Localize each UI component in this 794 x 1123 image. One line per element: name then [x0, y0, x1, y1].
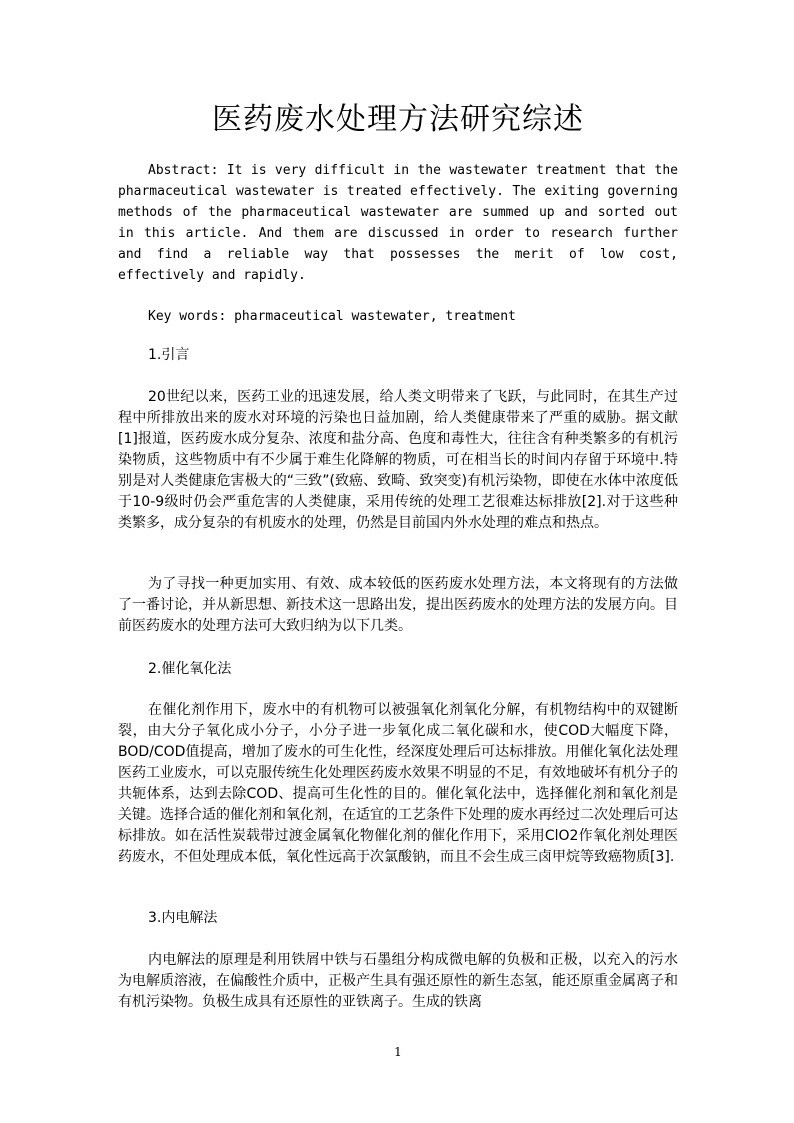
document-page: [118, 0, 678, 1123]
abstract-paragraph: Abstract: It is very difficult in the wastewater treatment that the pharmaceutical wastewater is treated effectively. The exiting governing methods of the pharmaceutical wastewater are summed up and sorted out in this article. And them are discussed in order to research further and find a reliable way that possesses the merit of low cost, effectively and rapidly.: [118, 163, 678, 283]
page-title: 医药废水处理方法研究综述: [212, 102, 584, 137]
body-paragraph: 20世纪以来，医药工业的迅速发展，给人类文明带来了飞跃，与此同时，在其生产过程中所排放出来的废水对环境的污染也日益加剧，给人类健康带来了严重的威胁。据文献[1]报道，医药废水成分复杂、浓度和盐分高、色度和毒性大，往往含有种类繁多的有机污染物质，这些物质中有不少属于难生化降解的物质，可在相当长的时间内存留于环境中.特别是对人类健康危害极大的“三致”(致癌、致畸、致突变)有机污染物，即使在水体中浓度低于10-9级时仍会严重危害的人类健康，采用传统的处理工艺很难达标排放[2].对于这些种类繁多，成分复杂的有机废水的处理，仍然是目前国内外水处理的难点和热点。: [118, 389, 678, 531]
page-number: 1: [394, 1045, 402, 1059]
body-paragraph: 内电解法的原理是利用铁屑中铁与石墨组分构成微电解的负极和正极，以充入的污水为电解质溶液，在偏酸性介质中，正极产生具有强还原性的新生态氢，能还原重金属离子和有机污染物。负极生成具有还原性的亚铁离子。生成的铁离: [118, 952, 678, 1010]
keywords-line: Key words: pharmaceutical wastewater, treatment: [148, 309, 516, 324]
body-paragraph: 为了寻找一种更加实用、有效、成本较低的医药废水处理方法，本文将现有的方法做了一番讨论，并从新思想、新技术这一思路出发，提出医药废水的处理方法的发展方向。目前医药废水的处理方法可大致归纳为以下几类。: [118, 576, 678, 634]
section-heading-internal-electrolysis: 3.内电解法: [148, 910, 218, 926]
body-paragraph: 在催化剂作用下，废水中的有机物可以被强氧化剂氧化分解，有机物结构中的双键断裂，由大分子氧化成小分子，小分子进一步氧化成二氧化碳和水，使COD大幅度下降，BOD/COD值提高，增加了废水的可生化性，经深度处理后可达标排放。用催化氧化法处理医药工业废水，可以克服传统生化处理医药废水效果不明显的不足，有效地破坏有机分子的共轭体系，达到去除COD、提高可生化性的目的。催化氧化法中，选择催化剂和氧化剂是关键。选择合适的催化剂和氧化剂，在适宜的工艺条件下处理的废水再经过二次处理后可达标排放。如在活性炭载带过渡金属氧化物催化剂的催化作用下，采用ClO2作氧化剂处理医药废水，不但处理成本低，氧化性远高于次氯酸钠，而且不会生成三卤甲烷等致癌物质[3].: [118, 702, 678, 865]
section-heading-catalytic-oxidation: 2.催化氧化法: [148, 661, 232, 677]
section-heading-introduction: 1.引言: [148, 347, 190, 363]
